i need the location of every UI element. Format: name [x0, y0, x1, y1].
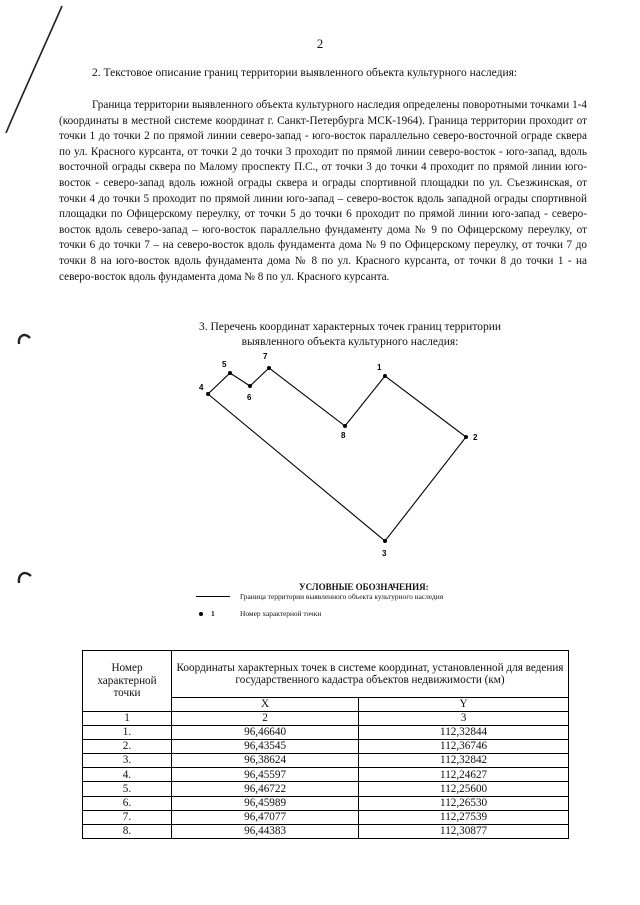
index-cell: 3 — [359, 711, 569, 725]
table-row — [83, 768, 569, 782]
point-number-cell: 8. — [83, 825, 172, 839]
point-number-cell: 3. — [83, 754, 172, 768]
header-point-number: Номер характерной точки — [83, 651, 172, 712]
y-cell: 112,36746 — [359, 739, 569, 753]
x-cell: 96,46722 — [172, 782, 359, 796]
list-title-line1: 3. Перечень координат характерных точек границ территории — [198, 321, 502, 333]
point-marker-3 — [383, 539, 387, 543]
x-cell: 96,44383 — [172, 825, 359, 839]
y-cell: 112,25600 — [359, 782, 569, 796]
x-cell: 96,38624 — [172, 754, 359, 768]
point-marker-6 — [248, 384, 252, 388]
point-label-4: 4 — [199, 383, 204, 392]
point-number-cell: 2. — [83, 739, 172, 753]
table-row — [83, 796, 569, 810]
legend-point-text: Номер характерной точки — [240, 609, 322, 618]
point-label-7: 7 — [263, 352, 268, 361]
table-index-row — [83, 711, 569, 725]
section-title: 2. Текстовое описание границ территории выявленного объекта культурного наследия: — [92, 67, 518, 79]
header-coordinates: Координаты характерных точек в системе координат, установленной для ведения государственного кадастра объектов недвижимости (км) — [172, 651, 569, 698]
point-marker-5 — [228, 371, 232, 375]
point-label-5: 5 — [222, 360, 227, 369]
boundary-description: Граница территории выявленного объекта культурного наследия определены поворотными точками 1-4 (координаты в местной системе координат г. Санкт-Петербурга МСК-1964). Граница территории проходит от точки 1 до точки 2 по прямой линии северо-запад - юго-восток параллельно северо-восточной ограде сквера по ул. Красного курсанта, от точки 2 до точки 3 проходит по прямой линии северо-восток - юго-запад, вдоль восточной ограды сквера по Малому проспекту П.С., от точки 3 до точки 4 проходит по прямой линии юго-восток - северо-запад вдоль южной ограды сквера и ограды спортивной площадки по ул. Съезжинская, от точки 4 до точки 5 проходит по прямой линии юго-запад – северо-восток вдоль западной ограды спортивной площадки по Офицерскому переулку, от точки 5 до точки 6 проходит по прямой линии юго-запад - северо-восток вдоль северо-запад – юго-восток параллельно фундаменту дома № 9 по Офицерскому переулку, от точки 6 до точки 7 – на северо-восток вдоль фундамента дома № 9 по Офицерскому переулку, от точки 7 до точки 8 на юго-восток вдоль фундамента дома № 8 по ул. Красного курсанта, от точки 8 до точки 1 - на северо-восток вдоль фундамента дома № 8 по ул. Красного курсанта. — [59, 99, 587, 283]
point-marker-1 — [383, 374, 387, 378]
x-cell: 96,43545 — [172, 739, 359, 753]
x-cell: 96,45597 — [172, 768, 359, 782]
scheme-points — [206, 366, 468, 543]
x-cell: 96,45989 — [172, 796, 359, 810]
y-cell: 112,32844 — [359, 725, 569, 739]
point-number-cell: 7. — [83, 810, 172, 824]
x-cell: 96,46640 — [172, 725, 359, 739]
point-marker-4 — [206, 392, 210, 396]
point-number-cell: 4. — [83, 768, 172, 782]
point-marker-8 — [343, 424, 347, 428]
point-number-cell: 1. — [83, 725, 172, 739]
point-label-8: 8 — [341, 431, 346, 440]
point-number-cell: 6. — [83, 796, 172, 810]
page-number: 2 — [316, 36, 324, 51]
index-cell: 1 — [83, 711, 172, 725]
table-row — [83, 810, 569, 824]
y-cell: 112,30877 — [359, 825, 569, 839]
table-row — [83, 825, 569, 839]
y-cell: 112,27539 — [359, 810, 569, 824]
point-label-1: 1 — [377, 363, 382, 372]
y-cell: 112,26530 — [359, 796, 569, 810]
point-label-2: 2 — [473, 433, 478, 442]
point-number-cell: 5. — [83, 782, 172, 796]
legend-point-number: 1 — [211, 609, 215, 618]
point-marker-2 — [464, 435, 468, 439]
legend-boundary-text: Граница территории выявленного объекта культурного наследия — [240, 592, 444, 601]
y-cell: 112,32842 — [359, 754, 569, 768]
legend-point-dot — [199, 612, 203, 616]
table-row — [83, 725, 569, 739]
table-row — [83, 782, 569, 796]
point-label-3: 3 — [382, 549, 387, 558]
index-cell: 2 — [172, 711, 359, 725]
list-title-line2: выявленного объекта культурного наследия: — [241, 336, 459, 348]
table-row — [83, 754, 569, 768]
legend-boundary-line — [196, 596, 230, 597]
coordinates-table — [82, 650, 569, 839]
table-row — [83, 739, 569, 753]
y-cell: 112,24627 — [359, 768, 569, 782]
x-cell: 96,47077 — [172, 810, 359, 824]
header-x: X — [172, 698, 359, 712]
point-label-6: 6 — [247, 393, 252, 402]
point-marker-7 — [267, 366, 271, 370]
header-y: Y — [359, 698, 569, 712]
legend-title: УСЛОВНЫЕ ОБОЗНАЧЕНИЯ: — [299, 582, 429, 592]
